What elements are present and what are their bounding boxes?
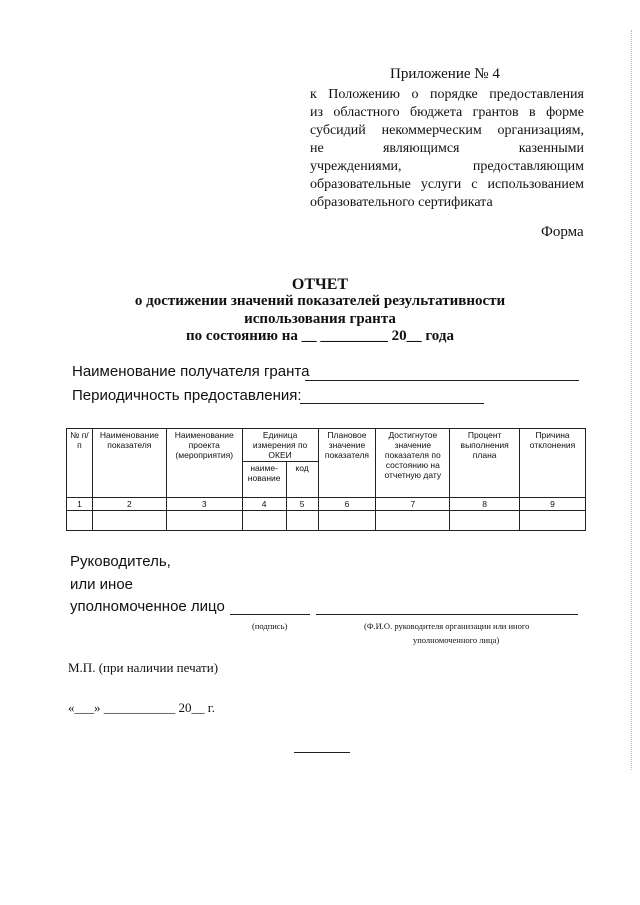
signature-caption: (подпись) bbox=[252, 621, 288, 631]
header-unit-code: код bbox=[286, 462, 318, 498]
table-cell[interactable] bbox=[450, 511, 520, 531]
header-num: № п/п bbox=[67, 429, 93, 498]
appendix-title: Приложение № 4 bbox=[390, 66, 500, 82]
column-number: 8 bbox=[450, 498, 520, 511]
table-cell[interactable] bbox=[92, 511, 166, 531]
column-number: 6 bbox=[318, 498, 376, 511]
signature-input-line[interactable] bbox=[230, 614, 310, 615]
report-date-line: по состоянию на __ _________ 20__ года bbox=[186, 328, 454, 344]
table-cell[interactable] bbox=[286, 511, 318, 531]
table-cell[interactable] bbox=[67, 511, 93, 531]
header-reason: Причина отклонения bbox=[520, 429, 586, 498]
column-number: 9 bbox=[520, 498, 586, 511]
table-cell[interactable] bbox=[318, 511, 376, 531]
appendix-line: образовательные услуги с использованием bbox=[310, 177, 584, 192]
indicators-table bbox=[66, 428, 586, 531]
table-cell[interactable] bbox=[242, 511, 286, 531]
appendix-line: не являющимся казенными bbox=[310, 141, 584, 156]
signature-label: уполномоченное лицо bbox=[70, 598, 225, 615]
recipient-input-line[interactable] bbox=[305, 380, 579, 381]
header-achieved: Достигнутое значение показателя по состоянию на отчетную дату bbox=[376, 429, 450, 498]
table-row[interactable] bbox=[67, 511, 586, 531]
report-title: ОТЧЕТ bbox=[291, 276, 349, 293]
appendix-line: учреждениями, предоставляющим bbox=[310, 159, 584, 174]
column-number: 5 bbox=[286, 498, 318, 511]
column-number: 1 bbox=[67, 498, 93, 511]
column-number: 3 bbox=[166, 498, 242, 511]
column-number: 7 bbox=[376, 498, 450, 511]
header-unit: Единица измерения по ОКЕИ bbox=[242, 429, 318, 462]
signature-label: Руководитель, bbox=[70, 553, 171, 570]
table-cell[interactable] bbox=[376, 511, 450, 531]
form-label: Форма bbox=[541, 224, 584, 240]
periodicity-input-line[interactable] bbox=[300, 403, 484, 404]
table-cell[interactable] bbox=[166, 511, 242, 531]
fio-input-line[interactable] bbox=[316, 614, 578, 615]
stamp-note: М.П. (при наличии печати) bbox=[68, 660, 219, 675]
column-number-row bbox=[67, 498, 586, 511]
appendix-line: субсидий некоммерческим организациям, bbox=[310, 123, 584, 138]
header-unit-name: наиме-нование bbox=[242, 462, 286, 498]
fio-caption: уполномоченного лица) bbox=[413, 635, 500, 645]
date-line: «___» ___________ 20__ г. bbox=[68, 700, 215, 715]
header-indicator: Наименование показателя bbox=[92, 429, 166, 498]
appendix-line: из областного бюджета грантов в форме bbox=[310, 105, 584, 120]
header-project: Наименование проекта (мероприятия) bbox=[166, 429, 242, 498]
appendix-line: образовательного сертификата bbox=[310, 195, 493, 210]
divider bbox=[294, 752, 350, 753]
header-percent: Процент выполнения плана bbox=[450, 429, 520, 498]
periodicity-label: Периодичность предоставления: bbox=[72, 387, 302, 404]
table-cell[interactable] bbox=[520, 511, 586, 531]
column-number: 2 bbox=[92, 498, 166, 511]
recipient-label: Наименование получателя гранта bbox=[72, 363, 310, 380]
report-subtitle: о достижении значений показателей результативности bbox=[134, 293, 506, 309]
header-planned: Плановое значение показателя bbox=[318, 429, 376, 498]
report-subtitle: использования гранта bbox=[244, 311, 396, 327]
fio-caption: (Ф.И.О. руководителя организации или иного bbox=[364, 621, 530, 631]
appendix-line: к Положению о порядке предоставления bbox=[310, 87, 584, 102]
signature-label: или иное bbox=[70, 576, 134, 593]
scan-edge bbox=[631, 30, 638, 770]
column-number: 4 bbox=[242, 498, 286, 511]
